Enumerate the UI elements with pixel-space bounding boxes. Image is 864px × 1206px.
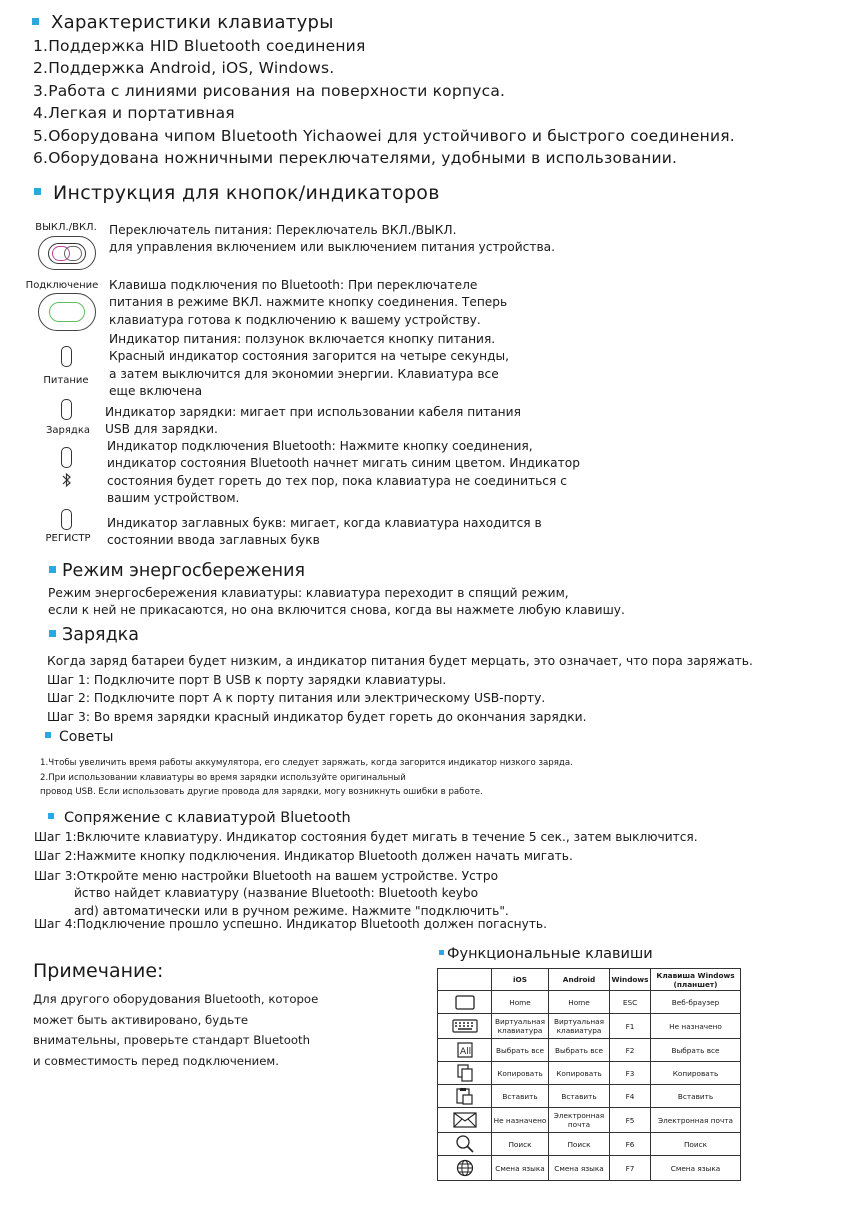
note-heading: Примечание: bbox=[33, 960, 164, 982]
buttons-heading: Инструкция для кнопок/индикаторов bbox=[34, 182, 440, 204]
table-row: Поиск Поиск F6 Поиск bbox=[438, 1133, 741, 1156]
bluetooth-icon bbox=[60, 472, 74, 488]
pairing-step-2: Шаг 2:Нажмите кнопку подключения. Индикатор Bluetooth должен начать мигать. bbox=[34, 849, 573, 863]
bullet-square-icon bbox=[48, 813, 54, 819]
svg-text:All: All bbox=[459, 1047, 471, 1057]
bullet-square-icon bbox=[49, 566, 56, 573]
charge-led-label: Зарядка bbox=[46, 425, 90, 436]
features-list bbox=[33, 35, 735, 169]
bullet-square-icon bbox=[45, 732, 51, 738]
header-android: Android bbox=[549, 969, 610, 991]
features-heading: Характеристики клавиатуры bbox=[32, 12, 334, 33]
power-switch-icon bbox=[38, 236, 96, 270]
power-switch-label: ВЫКЛ./ВКЛ. bbox=[35, 222, 97, 233]
power-led-icon bbox=[61, 346, 72, 367]
bluetooth-led-icon bbox=[61, 447, 72, 468]
power-saving-heading: Режим энергосбережения bbox=[49, 561, 305, 581]
virtual-keyboard-icon bbox=[452, 1019, 478, 1033]
bluetooth-led-desc: Индикатор подключения Bluetooth: Нажмите кнопку соединения, индикатор состояния Bluetooth начнет мигать синим цветом. Индикатор состояния будет гореть до тех пор, пока клавиатура не соединиться с вашим устройством. bbox=[107, 439, 580, 505]
feature-item: 4.Легкая и портативная bbox=[33, 104, 235, 123]
paste-icon bbox=[456, 1087, 473, 1105]
search-icon bbox=[455, 1135, 475, 1153]
charge-led-icon bbox=[61, 399, 72, 420]
charging-heading: Зарядка bbox=[49, 625, 139, 645]
table-row: Виртуальная клавиатура Виртуальная клавиатура F1 Не назначено bbox=[438, 1014, 741, 1039]
feature-item: 3.Работа с линиями рисования на поверхности корпуса. bbox=[33, 81, 506, 100]
feature-item: 6.Оборудована ножничными переключателями, удобными в использовании. bbox=[33, 149, 678, 168]
pairing-heading: Сопряжение с клавиатурой Bluetooth bbox=[48, 810, 351, 826]
globe-icon bbox=[456, 1159, 474, 1177]
header-windows-tablet: Клавиша Windows (планшет) bbox=[651, 969, 741, 991]
header-icon bbox=[438, 969, 492, 991]
tips-text: 1.Чтобы увеличить время работы аккумулятора, его следует заряжать, когда загорится индикатор низкого заряда. 2.При использовании клавиатуры во время зарядки используйте оригинальный провод USB. Если использовать другие провода для зарядки, могу возникнуть ошибки в работе. bbox=[40, 758, 573, 798]
header-windows: Windows bbox=[610, 969, 651, 991]
function-keys-table bbox=[437, 968, 741, 1181]
charge-led-desc: Индикатор зарядки: мигает при использовании кабеля питания USB для зарядки. bbox=[105, 405, 521, 437]
copy-icon bbox=[457, 1064, 473, 1082]
charging-text: Когда заряд батареи будет низким, а индикатор питания будет мерцать, это означает, что пора заряжать. Шаг 1: Подключите порт B USB к порту зарядки клавиатуры. Шаг 2: Подключите порт А к порту питания или электрическому USB-порту. Шаг 3: Во время зарядки красный индикатор будет гореть до окончания зарядки. bbox=[47, 654, 753, 724]
power-switch-desc: Переключатель питания: Переключатель ВКЛ./ВЫКЛ. для управления включением или выключением питания устройства. bbox=[109, 223, 555, 255]
connect-key-desc: Клавиша подключения по Bluetooth: При переключателе питания в режиме ВКЛ. нажмите кнопку соединения. Теперь клавиатура готова к подключению к вашему устройству. bbox=[109, 278, 508, 327]
table-row: All Выбрать все Выбрать все F2 Выбрать все bbox=[438, 1039, 741, 1062]
header-ios: iOS bbox=[492, 969, 549, 991]
select-all-icon bbox=[457, 1042, 473, 1058]
feature-item: 1.Поддержка HID Bluetooth соединения bbox=[33, 37, 366, 55]
home-key-icon bbox=[455, 995, 475, 1010]
table-row: Копировать Копировать F3 Копировать bbox=[438, 1062, 741, 1085]
bullet-square-icon bbox=[439, 950, 444, 955]
function-keys-heading: Функциональные клавиши bbox=[439, 946, 653, 962]
connect-key-label: Подключение bbox=[25, 280, 99, 291]
table-row: Вставить Вставить F4 Вставить bbox=[438, 1085, 741, 1108]
bullet-square-icon bbox=[32, 18, 39, 25]
power-saving-text: Режим энергосбережения клавиатуры: клавиатура переходит в спящий режим, если к ней не прикасаются, но она включится снова, когда вы нажмете любую клавишу. bbox=[48, 586, 625, 618]
feature-item: 5.Оборудована чипом Bluetooth Yichaowei для устойчивого и быстрого соединения. bbox=[33, 126, 735, 145]
caps-led-icon bbox=[61, 509, 72, 530]
caps-led-desc: Индикатор заглавных букв: мигает, когда клавиатура находится в состоянии ввода заглавных букв bbox=[107, 516, 542, 548]
mail-icon bbox=[453, 1112, 477, 1128]
table-row: Не назначено Электронная почта F5 Электронная почта bbox=[438, 1108, 741, 1133]
power-led-label: Питание bbox=[43, 375, 89, 386]
pairing-step-3: Шаг 3:Откройте меню настройки Bluetooth на вашем устройстве. Устро йство найдет клавиатуру (название Bluetooth: Bluetooth keybo ard) автоматически или в ручном режиме. Нажмите "подключить". bbox=[34, 869, 509, 918]
pairing-step-1: Шаг 1:Включите клавиатуру. Индикатор состояния будет мигать в течение 5 сек., затем выключится. bbox=[34, 830, 698, 844]
table-row: Home Home ESC Веб-браузер bbox=[438, 991, 741, 1014]
note-text: Для другого оборудования Bluetooth, которое может быть активировано, будьте внимательны, проверьте стандарт Bluetooth и совместимость перед подключением. bbox=[33, 992, 319, 1068]
table-row: Смена языка Смена языка F7 Смена языка bbox=[438, 1156, 741, 1181]
bullet-square-icon bbox=[49, 630, 56, 637]
feature-item: 2.Поддержка Android, iOS, Windows. bbox=[33, 59, 335, 78]
tips-heading: Советы bbox=[45, 729, 113, 745]
connect-key-icon bbox=[38, 293, 96, 331]
table-header-row bbox=[438, 969, 741, 991]
power-led-desc: Индикатор питания: ползунок включается кнопку питания. Красный индикатор состояния загорится на четыре секунды, а затем выключится для экономии энергии. Клавиатура все еще включена bbox=[109, 332, 509, 398]
pairing-step-4: Шаг 4:Подключение прошло успешно. Индикатор Bluetooth должен погаснуть. bbox=[34, 917, 547, 931]
bullet-square-icon bbox=[34, 188, 41, 195]
caps-led-label: РЕГИСТР bbox=[45, 533, 91, 544]
